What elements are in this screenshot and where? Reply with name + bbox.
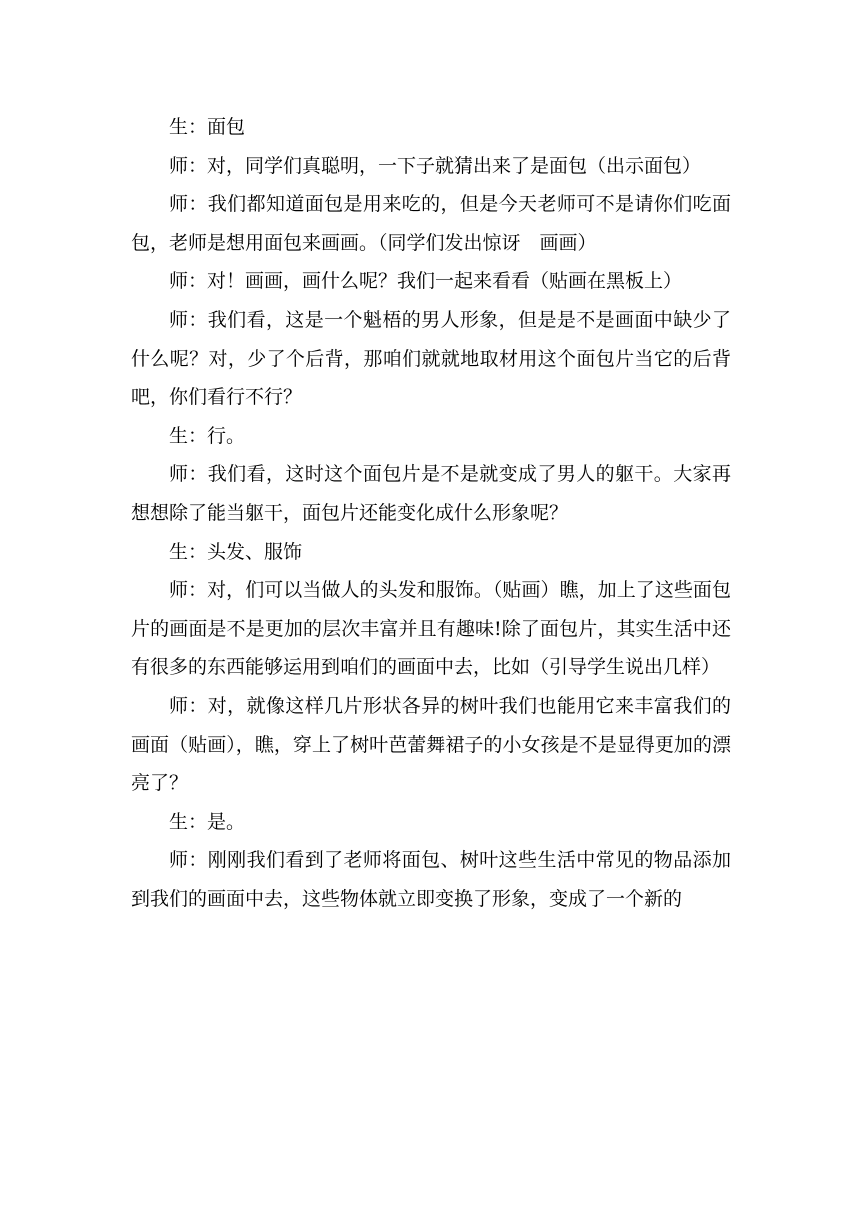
paragraph-10: 师：对，就像这样几片形状各异的树叶我们也能用它来丰富我们的画面（贴画），瞧，穿上了树叶芭蕾舞裙子的小女孩是不是显得更加的漂亮了？ xyxy=(131,694,731,795)
document-body xyxy=(131,108,731,918)
paragraph-7: 师：我们看，这时这个面包片是不是就变成了男人的躯干。大家再想想除了能当躯干，面包片还能变化成什么形象呢？ xyxy=(131,463,731,524)
paragraph-12: 师：刚刚我们看到了老师将面包、树叶这些生活中常见的物品添加到我们的画面中去，这些物体就立即变换了形象，变成了一个新的 xyxy=(131,849,731,910)
paragraph-2: 师：对，同学们真聪明，一下子就猜出来了是面包（出示面包） xyxy=(169,154,702,177)
paragraph-4: 师：对！画画，画什么呢？我们一起来看看（贴画在黑板上） xyxy=(169,270,683,293)
paragraph-11: 生：是。 xyxy=(169,810,246,833)
paragraph-8: 生：头发、服饰 xyxy=(169,540,303,563)
paragraph-9: 师：对，们可以当做人的头发和服饰。（贴画）瞧，加上了这些面包片的画面是不是更加的层次丰富并且有趣味!除了面包片，其实生活中还有很多的东西能够运用到咱们的画面中去，比如（引导学生说出几样） xyxy=(131,579,731,679)
paragraph-3: 师：我们都知道面包是用来吃的，但是今天老师可不是请你们吃面包，老师是想用面包来画画。（同学们发出惊讶 画画） xyxy=(131,193,731,254)
paragraph-5: 师：我们看，这是一个魁梧的男人形象，但是是不是画面中缺少了什么呢？对，少了个后背，那咱们就就地取材用这个面包片当它的后背吧，你们看行不行？ xyxy=(131,308,731,409)
paragraph-6: 生：行。 xyxy=(169,424,246,447)
paragraph-1: 生：面包 xyxy=(169,116,246,138)
